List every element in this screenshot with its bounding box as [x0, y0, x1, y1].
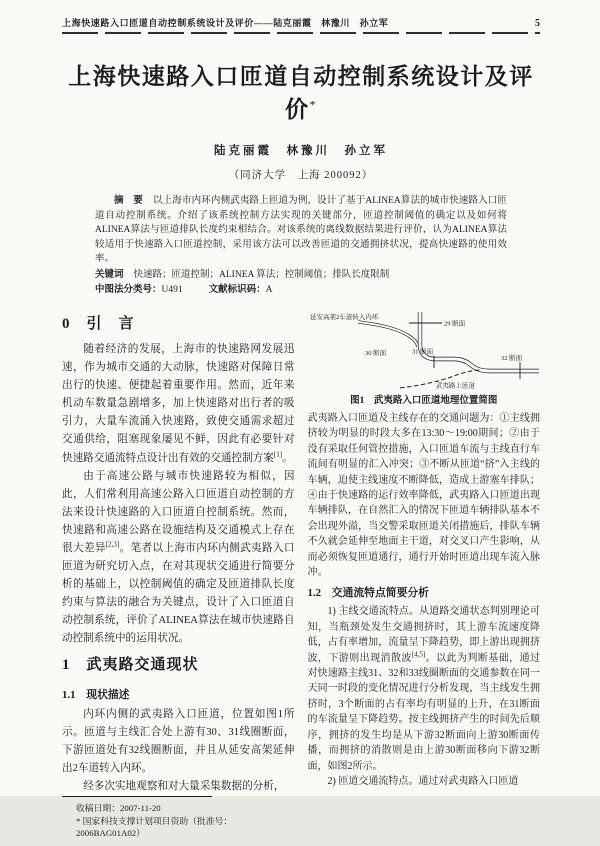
right-column: [308, 308, 541, 805]
status-paragraph-1: 内环内侧的武夷路入口匝道，位置如图1所示。匝道与主线汇合处上游有30、31线圈断面，下游匝道处有32线圈断面，并且从延安高架延伸出2车道转入内环。: [62, 708, 295, 774]
section-29-label: 29 断面: [443, 320, 465, 328]
footnote-block: [62, 796, 295, 846]
section-30-label: 30 断面: [364, 349, 386, 357]
title-footnote-marker: *: [309, 97, 317, 112]
page-number: 5: [535, 18, 540, 29]
affiliation-line: （同济大学 上海 200092）: [228, 170, 374, 181]
clc-value: U491: [161, 284, 183, 295]
ramp-location-diagram: [308, 310, 539, 390]
authors-line: 陆克丽霞 林豫川 孙立军: [214, 145, 388, 157]
section-1-1-heading: 1.1 现状描述: [62, 688, 130, 701]
doc-code-label: 文献标识码：: [208, 284, 266, 295]
status-paragraph-2: 经多次实地观察和对大量采集数据的分析，: [83, 780, 285, 792]
intro-paragraph-1: 随着经济的发展，上海市的快速路网发展迅速，作为城市交通的大动脉，快速路对保障日常出行的快速、便捷起着重要作用。然而，近年来机动车数量急剧增多，加上快速路对出行者的吸引力，大量车流涌入快速路，致使交通需求超过交通供给，阻塞现象屡见不鲜，因此有必要针对快速路交通流特点设计出有效的交通控制方案[1]。: [62, 343, 295, 464]
keywords-line: [95, 268, 507, 282]
keywords-label: 关键词: [95, 269, 124, 280]
entry-ramp-label: 延安高架2车道转入内环: [309, 313, 378, 321]
abstract-text: 以上海市内环内侧武夷路上匝道为例，设计了基于ALINEA算法的城市快速路入口匝道自动控制系统。介绍了该系统控制方法实现的关键部分，匝道控制阈值的确定以及如何将ALINEA算法与匝道排队长度约束相结合。对该系统的离线数据结果进行评价，认为ALINEA算法较适用于快速路入口匝道控制，采用该方法可以改善匝道的交通拥挤状况，提高快速路的使用效率。: [95, 196, 507, 265]
clc-label: 中图法分类号：: [95, 284, 162, 295]
article-title-text: 上海快速路入口匝道自动控制系统设计及评价: [68, 64, 534, 122]
keywords-text: 快速路；匝道控制；ALINEA 算法；控制阈值；排队长度限制: [133, 269, 390, 280]
section-0-heading: 0 引 言: [62, 315, 135, 332]
abstract: [95, 194, 507, 267]
running-header: 上海快速路入口匝道自动控制系统设计及评价——陆克丽霞 林豫川 孙立军: [62, 18, 389, 28]
section-1-2-heading: 1.2 交通流特点简要分析: [307, 587, 429, 600]
page-header: [62, 16, 540, 29]
received-date: 收稿日期：2007-11-20: [76, 803, 161, 814]
header-rule: [62, 32, 540, 34]
onramp-label: 武夷路上匝道: [435, 382, 475, 390]
abstract-label: 摘 要: [114, 196, 143, 206]
figure-1-caption: 图1 武夷路入口匝道地理位置简图: [350, 395, 498, 406]
article-title: [62, 58, 540, 124]
mainline-flow-paragraph: 1) 主线交通流特点。从道路交通状态判别理论可知，当瓶颈处发生交通拥挤时，其上游车流速度降低，占有率增加，流量呈下降趋势，即上游出现拥挤波，下游则出现消散波[4,5]。以此为判断基础，通过对快速路主线31、32和33线圈断面的交通参数在同一天同一时段的变化情况进行分析发现，当主线发生拥挤时，3个断面的占有率均有明显的上升，在31断面的车流量呈下降趋势。按主线拥挤产生的时间先后顺序，拥挤的发生均是从下游32断面向上游30断面传播，而拥挤的消散则是由上游30断面移向下游32断面，如图2所示。: [307, 606, 541, 772]
section-31-label: 31 断面: [411, 348, 433, 356]
entry-ramp-road-path: [358, 322, 418, 347]
intro-paragraph-2: 由于高速公路与城市快速路较为相似，因此，人们常利用高速公路入口匝道自动控制的方法来设计快速路的入口匝道自控制系统。然而，快速路和高速公路在设施结构及交通模式上存在很大差异[2,3]。笔者以上海市内环内侧武夷路入口匝道为研究切入点，在对其现状交通进行简要分析的基础上，以控制阈值的确定及匝道排队长度约束与算法的融合为关键点，设计了入口匝道自动控制系统，评价了ALINEA算法在城市快速路自动控制系统中的运用状况。: [62, 470, 295, 645]
problems-paragraph: 武夷路入口匝道及主线存在的交通问题为：①主线拥挤较为明显的时段大多在13:30～19:00期间；②由于没有采取任何管控措施，入口匝道车流与主线直行车流间有明显的汇入冲突；③不断从匝道“挤”入主线的车辆，迫使主线速度不断降低，造成上游塞车排队；④由于快速路的运行效率降低，武夷路入口匝道出现车辆排队，在自然汇入的情况下匝道车辆排队基本不会出现外溢，当交警采取匝道关闭措施后，排队车辆不久就会延伸至地面主干道，对交叉口产生影响，从而必须恢复匝道通行，通行开始时匝道出现车流入脉冲。: [307, 412, 540, 579]
ramp-flow-paragraph: 2) 匝道交通流特点。通过对武夷路入口匝道: [327, 775, 519, 787]
section-1-heading: 1 武夷路交通现状: [62, 656, 199, 673]
figure-1: [308, 308, 541, 406]
doc-code-value: A: [265, 284, 273, 295]
section-32-label: 32 断面: [500, 354, 522, 362]
mainline-road-path: [420, 312, 539, 371]
left-column: [62, 308, 295, 839]
mainline-road-inner: [420, 312, 539, 371]
classification-line: [95, 283, 507, 297]
two-column-body: [62, 308, 541, 839]
footnote-rule: [62, 796, 212, 797]
funding-note: * 国家科技支撑计划项目资助（批准号：2006BAG01A02）: [76, 815, 233, 839]
